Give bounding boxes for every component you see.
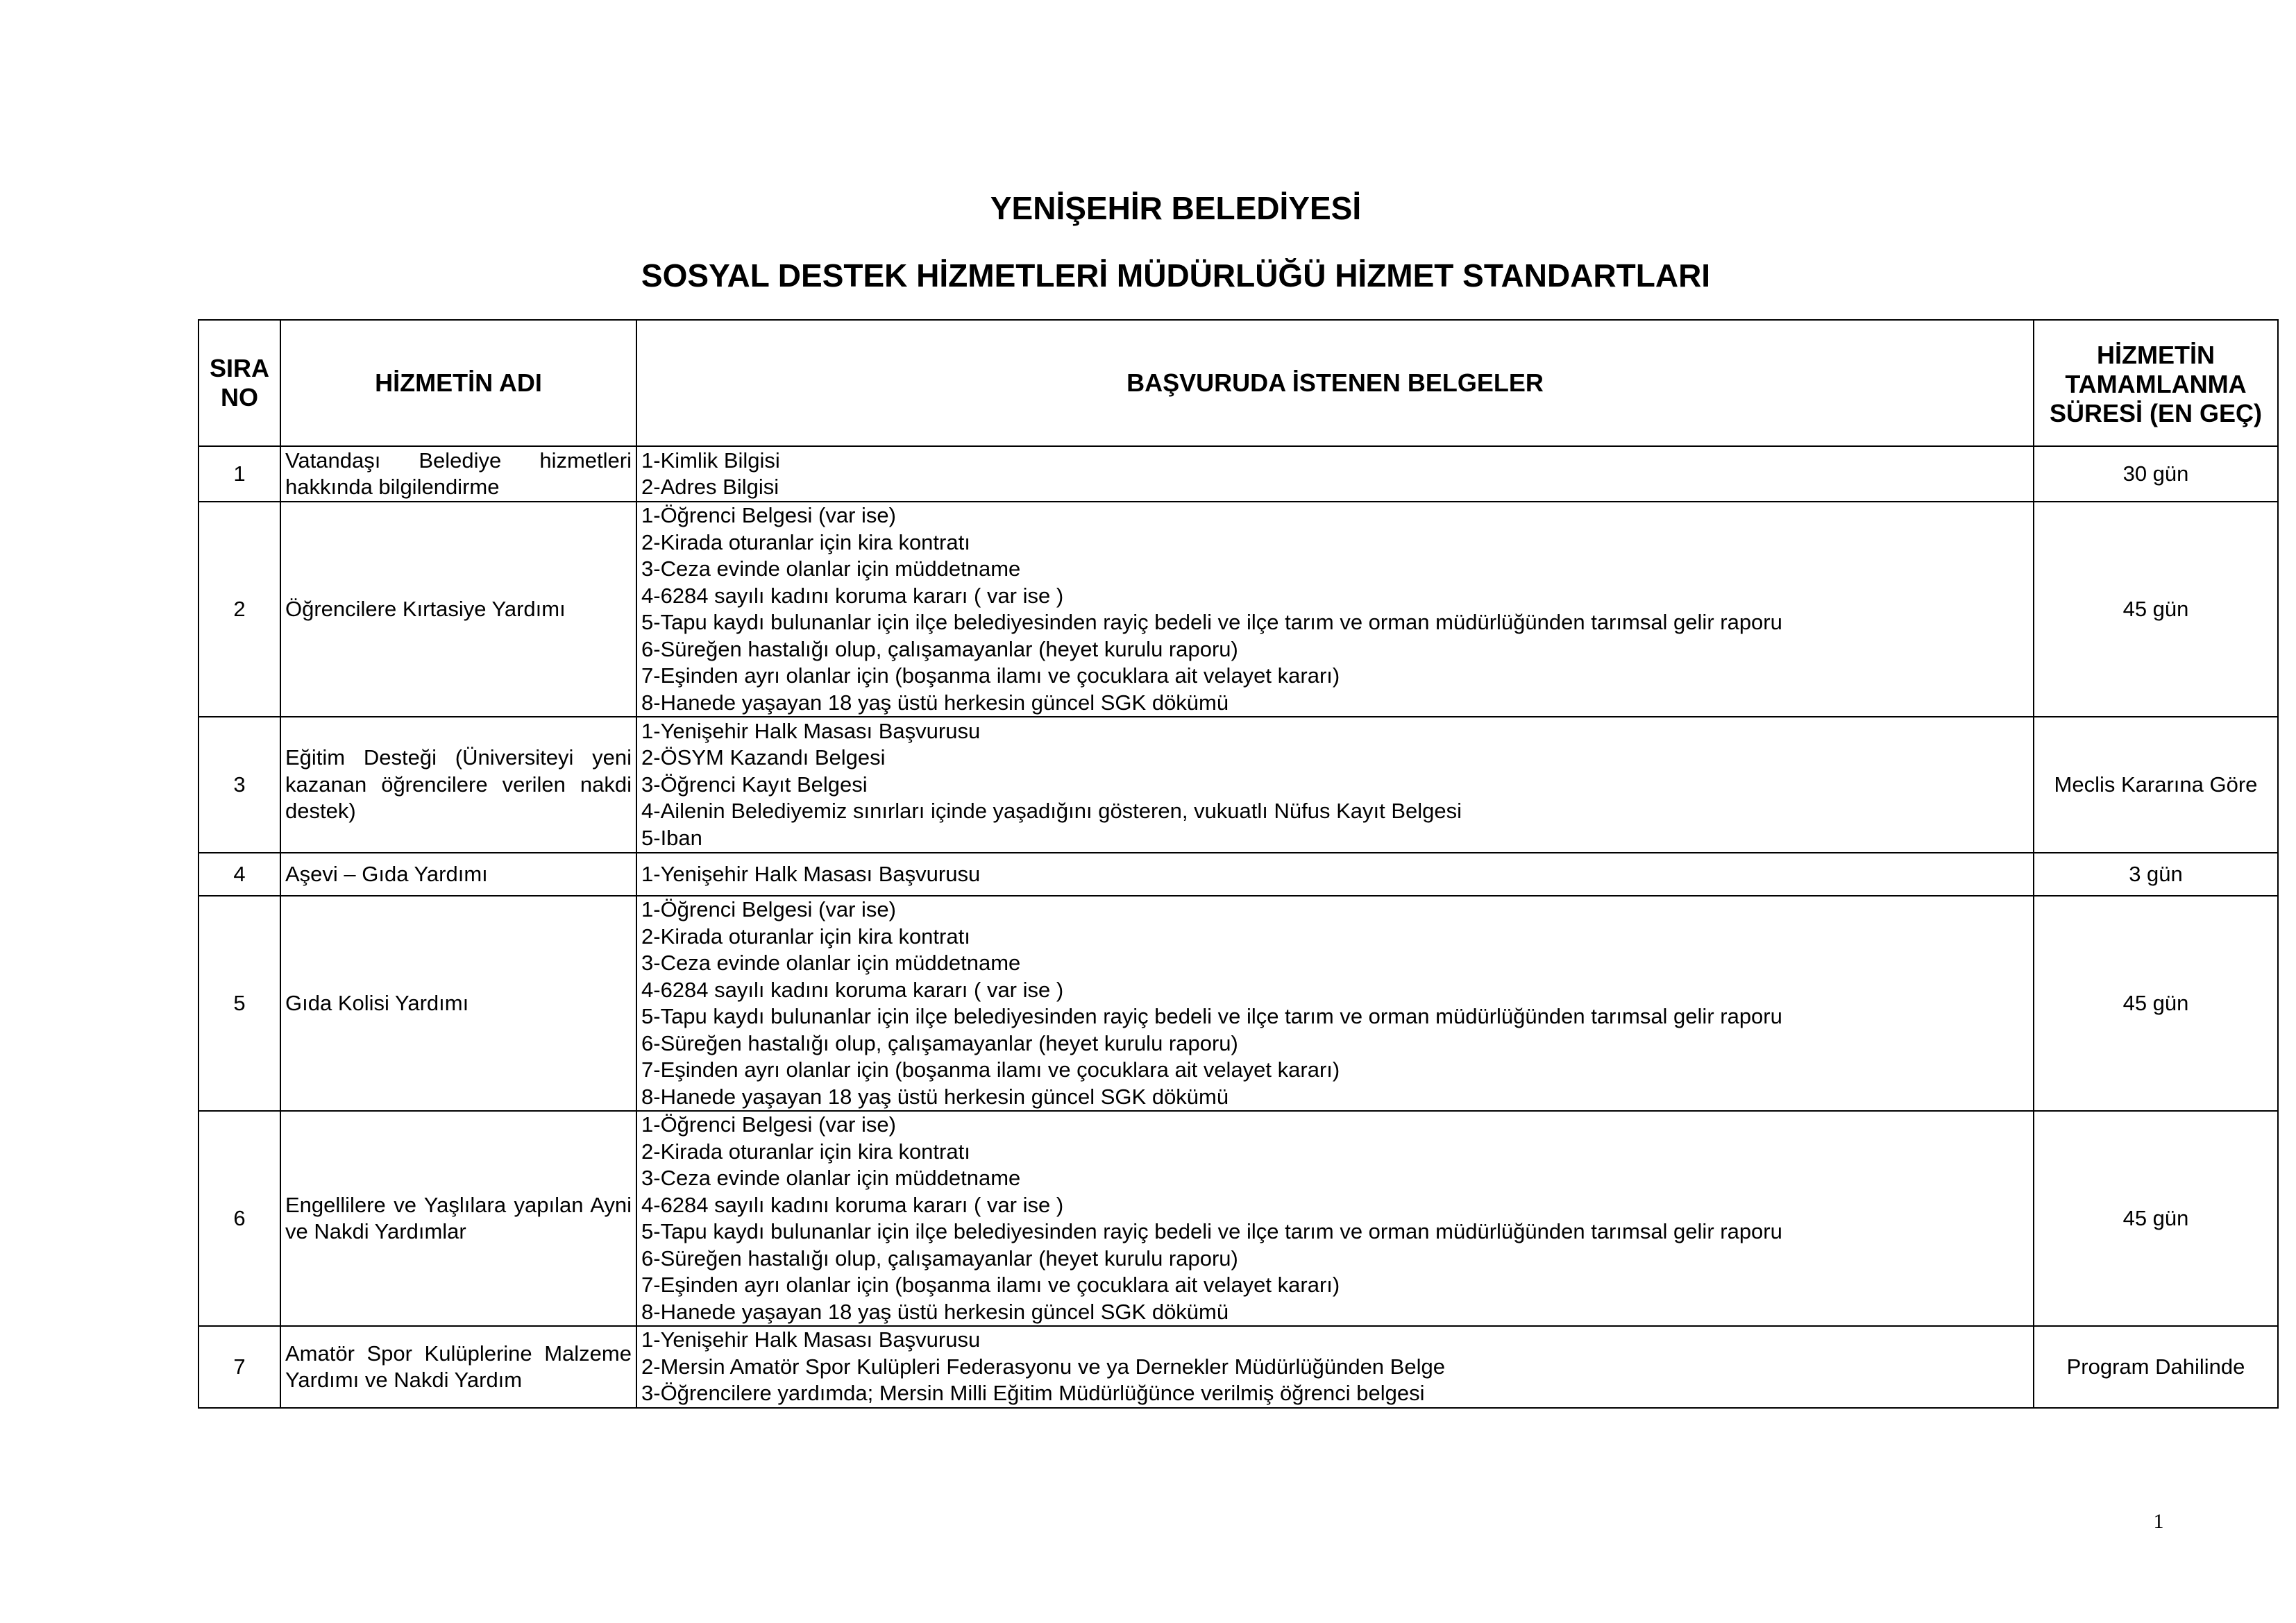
service-name: Gıda Kolisi Yardımı xyxy=(280,896,636,1111)
row-number: 4 xyxy=(199,853,280,896)
required-documents xyxy=(636,446,2034,502)
column-header-documents: BAŞVURUDA İSTENEN BELGELER xyxy=(636,320,2034,446)
row-number: 2 xyxy=(199,502,280,717)
document-item: 6-Süreğen hastalığı olup, çalışamayanlar (heyet kurulu raporu) xyxy=(641,1030,1238,1055)
row-number: 6 xyxy=(199,1111,280,1326)
table-row xyxy=(199,1326,2278,1408)
document-item: 1-Kimlik Bilgisi xyxy=(641,448,780,473)
document-item: 1-Öğrenci Belgesi (var ise) xyxy=(641,897,896,921)
document-subtitle: SOSYAL DESTEK HİZMETLERİ MÜDÜRLÜĞÜ HİZMET STANDARTLARI xyxy=(641,257,1711,294)
document-item: 2-Adres Bilgisi xyxy=(641,475,779,499)
required-documents xyxy=(636,896,2034,1111)
row-number: 7 xyxy=(199,1326,280,1408)
document-item: 1-Öğrenci Belgesi (var ise) xyxy=(641,1112,896,1137)
document-item: 2-Kirada oturanlar için kira kontratı xyxy=(641,529,970,554)
document-item: 8-Hanede yaşayan 18 yaş üstü herkesin güncel SGK dökümü xyxy=(641,690,1229,715)
required-documents xyxy=(636,853,2034,896)
document-item: 1-Öğrenci Belgesi (var ise) xyxy=(641,503,896,527)
table-header-row xyxy=(199,320,2278,446)
document-item: 3-Ceza evinde olanlar için müddetname xyxy=(641,556,1021,581)
document-item: 5-Tapu kaydı bulunanlar için ilçe belediyesinden rayiç bedeli ve ilçe tarım ve orman müdürlüğünden tarımsal gelir raporu xyxy=(641,1219,1782,1243)
document-item: 8-Hanede yaşayan 18 yaş üstü herkesin güncel SGK dökümü xyxy=(641,1299,1229,1324)
required-documents xyxy=(636,502,2034,717)
service-name: Eğitim Desteği (Üniversiteyi yeni kazanan öğrencilere verilen nakdi destek) xyxy=(280,717,636,853)
table-row xyxy=(199,446,2278,502)
document-item: 5-Tapu kaydı bulunanlar için ilçe belediyesinden rayiç bedeli ve ilçe tarım ve orman müdürlüğünden tarımsal gelir raporu xyxy=(641,1004,1782,1028)
completion-time: Meclis Kararına Göre xyxy=(2034,717,2278,853)
table-row xyxy=(199,896,2278,1111)
service-name: Vatandaşı Belediye hizmetleri hakkında bilgilendirme xyxy=(280,446,636,502)
document-item: 6-Süreğen hastalığı olup, çalışamayanlar (heyet kurulu raporu) xyxy=(641,636,1238,661)
completion-time: 30 gün xyxy=(2034,446,2278,502)
document-item: 7-Eşinden ayrı olanlar için (boşanma ilamı ve çocuklara ait velayet kararı) xyxy=(641,663,1340,688)
document-item: 1-Yenişehir Halk Masası Başvurusu xyxy=(641,1327,981,1352)
service-name: Amatör Spor Kulüplerine Malzeme Yardımı ve Nakdi Yardım xyxy=(280,1326,636,1408)
required-documents xyxy=(636,717,2034,853)
document-item: 5-Iban xyxy=(641,825,702,850)
column-header-no: SIRA NO xyxy=(199,320,280,446)
document-item: 4-6284 sayılı kadını koruma kararı ( var ise ) xyxy=(641,1192,1064,1217)
document-item: 2-Mersin Amatör Spor Kulüpleri Federasyonu ve ya Dernekler Müdürlüğünden Belge xyxy=(641,1354,1445,1379)
service-name: Engellilere ve Yaşlılara yapılan Ayni ve Nakdi Yardımlar xyxy=(280,1111,636,1326)
table-row xyxy=(199,1111,2278,1326)
document-item: 4-Ailenin Belediyemiz sınırları içinde yaşadığını gösteren, vukuatlı Nüfus Kayıt Belgesi xyxy=(641,799,1462,824)
completion-time: 3 gün xyxy=(2034,853,2278,896)
row-number: 3 xyxy=(199,717,280,853)
table-row xyxy=(199,717,2278,853)
document-item: 3-Öğrencilere yardımda; Mersin Milli Eğitim Müdürlüğünce verilmiş öğrenci belgesi xyxy=(641,1381,1425,1406)
document-item: 3-Ceza evinde olanlar için müddetname xyxy=(641,1166,1021,1190)
document-item: 4-6284 sayılı kadını koruma kararı ( var ise ) xyxy=(641,977,1064,1002)
document-item: 3-Ceza evinde olanlar için müddetname xyxy=(641,951,1021,975)
required-documents xyxy=(636,1326,2034,1408)
document-item: 3-Öğrenci Kayıt Belgesi xyxy=(641,772,868,797)
document-item: 1-Yenişehir Halk Masası Başvurusu xyxy=(641,861,981,886)
service-name: Aşevi – Gıda Yardımı xyxy=(280,853,636,896)
table-row xyxy=(199,853,2278,896)
completion-time: 45 gün xyxy=(2034,1111,2278,1326)
page-number: 1 xyxy=(2153,1510,2164,1533)
completion-time: 45 gün xyxy=(2034,502,2278,717)
table-row xyxy=(199,502,2278,717)
row-number: 5 xyxy=(199,896,280,1111)
completion-time: Program Dahilinde xyxy=(2034,1326,2278,1408)
document-item: 7-Eşinden ayrı olanlar için (boşanma ilamı ve çocuklara ait velayet kararı) xyxy=(641,1273,1340,1297)
row-number: 1 xyxy=(199,446,280,502)
document-item: 1-Yenişehir Halk Masası Başvurusu xyxy=(641,718,981,743)
document-title: YENİŞEHİR BELEDİYESİ xyxy=(990,190,1362,226)
completion-time: 45 gün xyxy=(2034,896,2278,1111)
document-item: 2-Kirada oturanlar için kira kontratı xyxy=(641,924,970,949)
document-item: 8-Hanede yaşayan 18 yaş üstü herkesin güncel SGK dökümü xyxy=(641,1084,1229,1109)
service-standards-table xyxy=(198,319,2279,1409)
document-item: 4-6284 sayılı kadını koruma kararı ( var ise ) xyxy=(641,583,1064,608)
document-item: 6-Süreğen hastalığı olup, çalışamayanlar (heyet kurulu raporu) xyxy=(641,1246,1238,1271)
table-body xyxy=(199,446,2278,1408)
document-item: 2-ÖSYM Kazandı Belgesi xyxy=(641,745,886,770)
required-documents xyxy=(636,1111,2034,1326)
document-item: 5-Tapu kaydı bulunanlar için ilçe belediyesinden rayiç bedeli ve ilçe tarım ve orman müdürlüğünden tarımsal gelir raporu xyxy=(641,610,1782,634)
column-header-name: HİZMETİN ADI xyxy=(280,320,636,446)
document-item: 2-Kirada oturanlar için kira kontratı xyxy=(641,1139,970,1164)
service-name: Öğrencilere Kırtasiye Yardımı xyxy=(280,502,636,717)
document-item: 7-Eşinden ayrı olanlar için (boşanma ilamı ve çocuklara ait velayet kararı) xyxy=(641,1057,1340,1082)
column-header-time: HİZMETİN TAMAMLANMA SÜRESİ (EN GEÇ) xyxy=(2034,320,2278,446)
